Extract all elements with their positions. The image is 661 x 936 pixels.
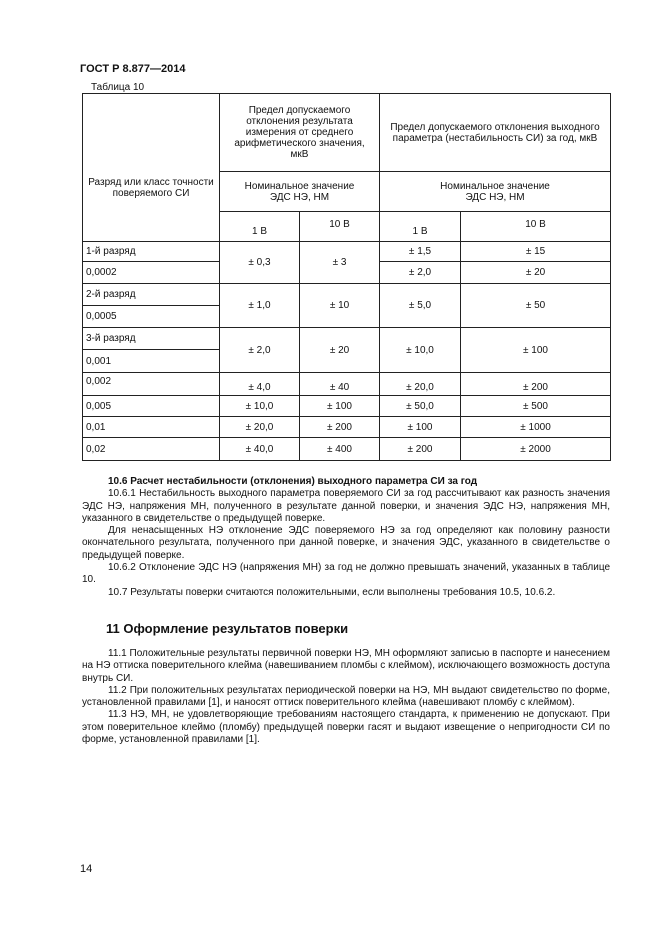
value-cell: ± 10,0: [220, 396, 300, 417]
page-number: 14: [80, 863, 93, 875]
value-cell: ± 400: [300, 438, 380, 461]
value-cell: ± 100: [461, 328, 611, 373]
value-cell: ± 5,0: [380, 284, 461, 328]
value-cell: ± 10,0: [380, 328, 461, 373]
class-cell: 1-й разряд: [83, 242, 220, 262]
col-header-instability: Предел допускаемого отклонения выходного параметра (нестабильность СИ) за год, мкВ: [380, 94, 611, 172]
section-10-6: [82, 476, 610, 599]
section-10-6-title: 10.6 Расчет нестабильности (отклонения) выходного параметра СИ за год: [108, 476, 478, 487]
class-cell: 0,001: [83, 350, 220, 373]
value-cell: ± 200: [461, 373, 611, 396]
col-header-class: Разряд или класс точности поверяемого СИ: [83, 94, 220, 242]
value-cell: ± 3: [300, 242, 380, 284]
class-cell: 0,02: [83, 438, 220, 461]
value-cell: ± 20: [300, 328, 380, 373]
value-cell: ± 2,0: [220, 328, 300, 373]
nominal-header-left: Номинальное значение ЭДС НЭ, НМ: [220, 172, 380, 212]
value-cell: ± 200: [300, 417, 380, 438]
document-code: ГОСТ Р 8.877—2014: [80, 63, 186, 75]
paragraph-11-1: 11.1 Положительные результаты первичной поверки НЭ, МН оформляют записью в паспорте и нанесением на НЭ оттиска поверительного клейма (навешиванием пломбы с клеймом), исключающего возможность доступа внутрь СИ.: [82, 648, 610, 684]
value-cell: ± 2000: [461, 438, 611, 461]
value-cell: ± 100: [380, 417, 461, 438]
paragraph-unsaturated: Для ненасыщенных НЭ отклонение ЭДС поверяемого НЭ за год определяют как половину разности окончательного результата, полученного при данной поверке, и значения ЭДС, указанного в свидетельстве о предыдущей поверке.: [82, 525, 610, 561]
table-row: [83, 438, 611, 461]
table-10: [82, 93, 611, 461]
value-cell: ± 200: [380, 438, 461, 461]
class-cell: 2-й разряд: [83, 284, 220, 306]
value-cell: ± 500: [461, 396, 611, 417]
value-cell: ± 1,0: [220, 284, 300, 328]
value-cell: ± 40: [300, 373, 380, 396]
section-11-title: 11 Оформление результатов поверки: [106, 621, 349, 636]
table-row: [83, 396, 611, 417]
sub-header-10v-right: 10 В: [461, 212, 611, 242]
value-cell: ± 0,3: [220, 242, 300, 284]
value-cell: ± 50,0: [380, 396, 461, 417]
value-cell: ± 15: [461, 242, 611, 262]
sub-header-1v-right: 1 В: [380, 212, 461, 242]
nominal-header-right: Номинальное значение ЭДС НЭ, НМ: [380, 172, 611, 212]
class-cell: 0,0002: [83, 262, 220, 284]
table-row: [83, 417, 611, 438]
paragraph-10-6-1: 10.6.1 Нестабильность выходного параметра поверяемого СИ за год рассчитывают как разность значения ЭДС НЭ, напряжения МН, полученного в результате данной поверки, и значения ЭДС НЭ, напряжения МН, указанного в свидетельстве о предыдущей поверке.: [82, 488, 610, 524]
value-cell: ± 1,5: [380, 242, 461, 262]
table-row: [83, 284, 611, 306]
col-header-deviation: Предел допускаемого отклонения результата измерения от среднего арифметического значения, мкВ: [220, 94, 380, 172]
class-cell: 0,005: [83, 396, 220, 417]
section-11: [82, 648, 610, 746]
class-cell: 0,0005: [83, 306, 220, 328]
paragraph-11-3: 11.3 НЭ, МН, не удовлетворяющие требованиям настоящего стандарта, к применению не допускают. При этом поверительное клеймо (пломбу) предыдущей поверки гасят и выдают извещение о непригодности СИ по форме, установленной правилами [1].: [82, 709, 610, 746]
value-cell: ± 10: [300, 284, 380, 328]
value-cell: ± 50: [461, 284, 611, 328]
sub-header-1v: 1 В: [220, 212, 300, 242]
value-cell: ± 40,0: [220, 438, 300, 461]
table-row: [83, 242, 611, 262]
value-cell: ± 2,0: [380, 262, 461, 284]
class-cell: 3-й разряд: [83, 328, 220, 350]
table-row: [83, 373, 611, 396]
table-caption: Таблица 10: [91, 82, 145, 93]
paragraph-10-6-2: 10.6.2 Отклонение ЭДС НЭ (напряжения МН) за год не должно превышать значений, указанных в таблице 10.: [82, 562, 610, 586]
class-cell: 0,01: [83, 417, 220, 438]
table-row: [83, 328, 611, 350]
class-cell: 0,002: [83, 373, 220, 396]
value-cell: ± 20,0: [380, 373, 461, 396]
paragraph-11-2: 11.2 При положительных результатах периодической поверки на НЭ, МН выдают свидетельство по форме, установленной правилами [1], и наносят оттиск поверительного клейма (навешивают пломбу с клеймом).: [82, 684, 610, 709]
value-cell: ± 20: [461, 262, 611, 284]
value-cell: ± 100: [300, 396, 380, 417]
sub-header-10v: 10 В: [300, 212, 380, 242]
value-cell: ± 4,0: [220, 373, 300, 396]
value-cell: ± 1000: [461, 417, 611, 438]
value-cell: ± 20,0: [220, 417, 300, 438]
paragraph-10-7: 10.7 Результаты поверки считаются положительными, если выполнены требования 10.5, 10.6.2.: [108, 586, 556, 598]
